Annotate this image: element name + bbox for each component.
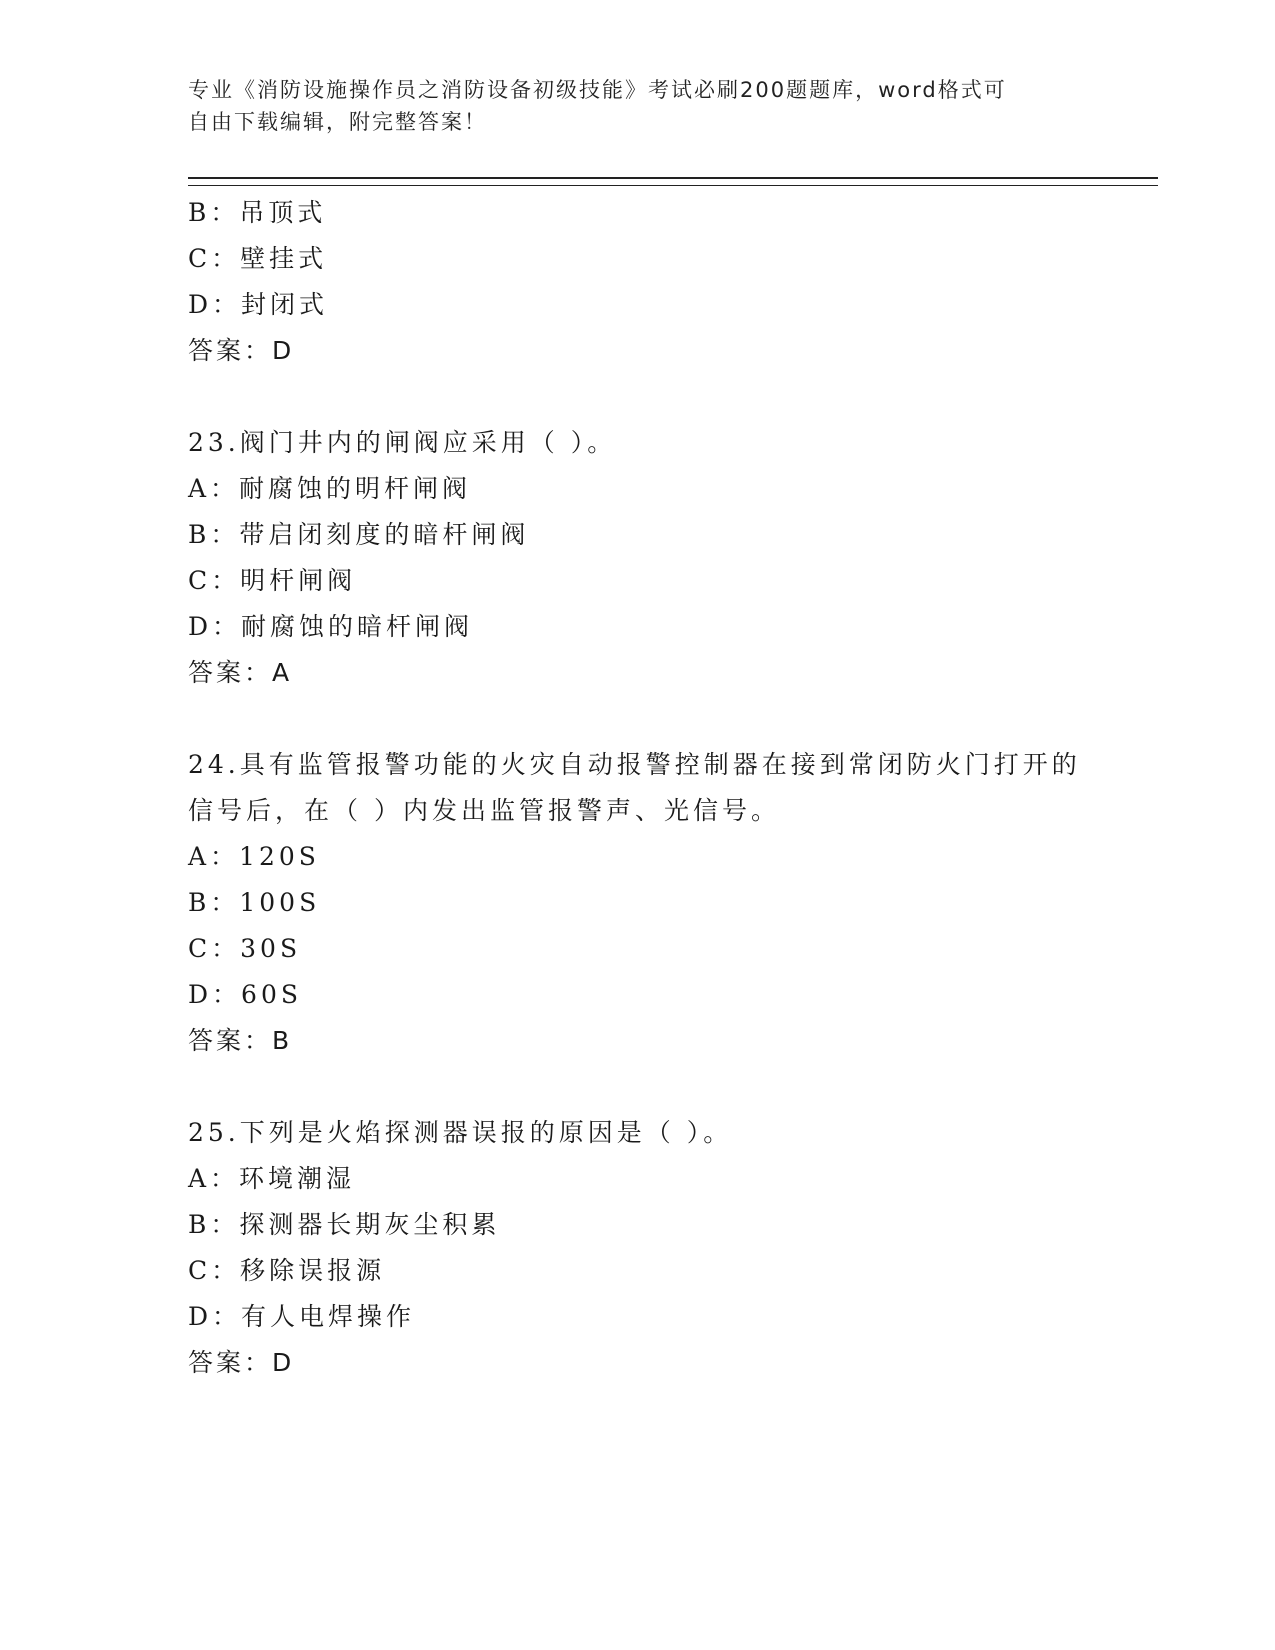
option-d: D：封闭式 [188, 290, 329, 319]
option-d: D：60S [188, 980, 302, 1009]
option-b: B：100S [188, 888, 321, 917]
page-header [188, 74, 1088, 138]
option-b: B：带启闭刻度的暗杆闸阀 [188, 520, 530, 549]
option-c: C：壁挂式 [188, 244, 328, 273]
prev-question-tail [188, 190, 1138, 374]
header-text-line2: 自由下载编辑，附完整答案！ [188, 110, 487, 134]
question-25 [188, 1110, 1138, 1386]
question-24 [188, 742, 1138, 1064]
question-stem: 25.下列是火焰探测器误报的原因是（ ）。 [188, 1118, 733, 1147]
answer-line: 答案：D [188, 1348, 295, 1377]
question-23 [188, 420, 1138, 696]
question-stem-line1: 24.具有监管报警功能的火灾自动报警控制器在接到常闭防火门打开的 [188, 750, 1081, 779]
option-a: A：耐腐蚀的明杆闸阀 [188, 474, 472, 503]
option-b: B：探测器长期灰尘积累 [188, 1210, 501, 1239]
option-b: B：吊顶式 [188, 198, 327, 227]
option-a: A：环境潮湿 [188, 1164, 356, 1193]
option-d: D：耐腐蚀的暗杆闸阀 [188, 612, 474, 641]
question-stem-line2: 信号后，在（ ）内发出监管报警声、光信号。 [188, 796, 780, 825]
header-divider [188, 177, 1158, 186]
answer-line: 答案：D [188, 336, 295, 365]
question-list [188, 190, 1138, 1386]
answer-line: 答案：A [188, 658, 293, 687]
option-d: D：有人电焊操作 [188, 1302, 416, 1331]
option-c: C：明杆闸阀 [188, 566, 357, 595]
header-text-line1: 专业《消防设施操作员之消防设备初级技能》考试必刷200题题库，word格式可 [188, 78, 1007, 102]
answer-line: 答案：B [188, 1026, 293, 1055]
option-c: C：移除误报源 [188, 1256, 386, 1285]
option-c: C：30S [188, 934, 302, 963]
option-a: A：120S [188, 842, 320, 871]
question-stem: 23.阀门井内的闸阀应采用（ ）。 [188, 428, 617, 457]
